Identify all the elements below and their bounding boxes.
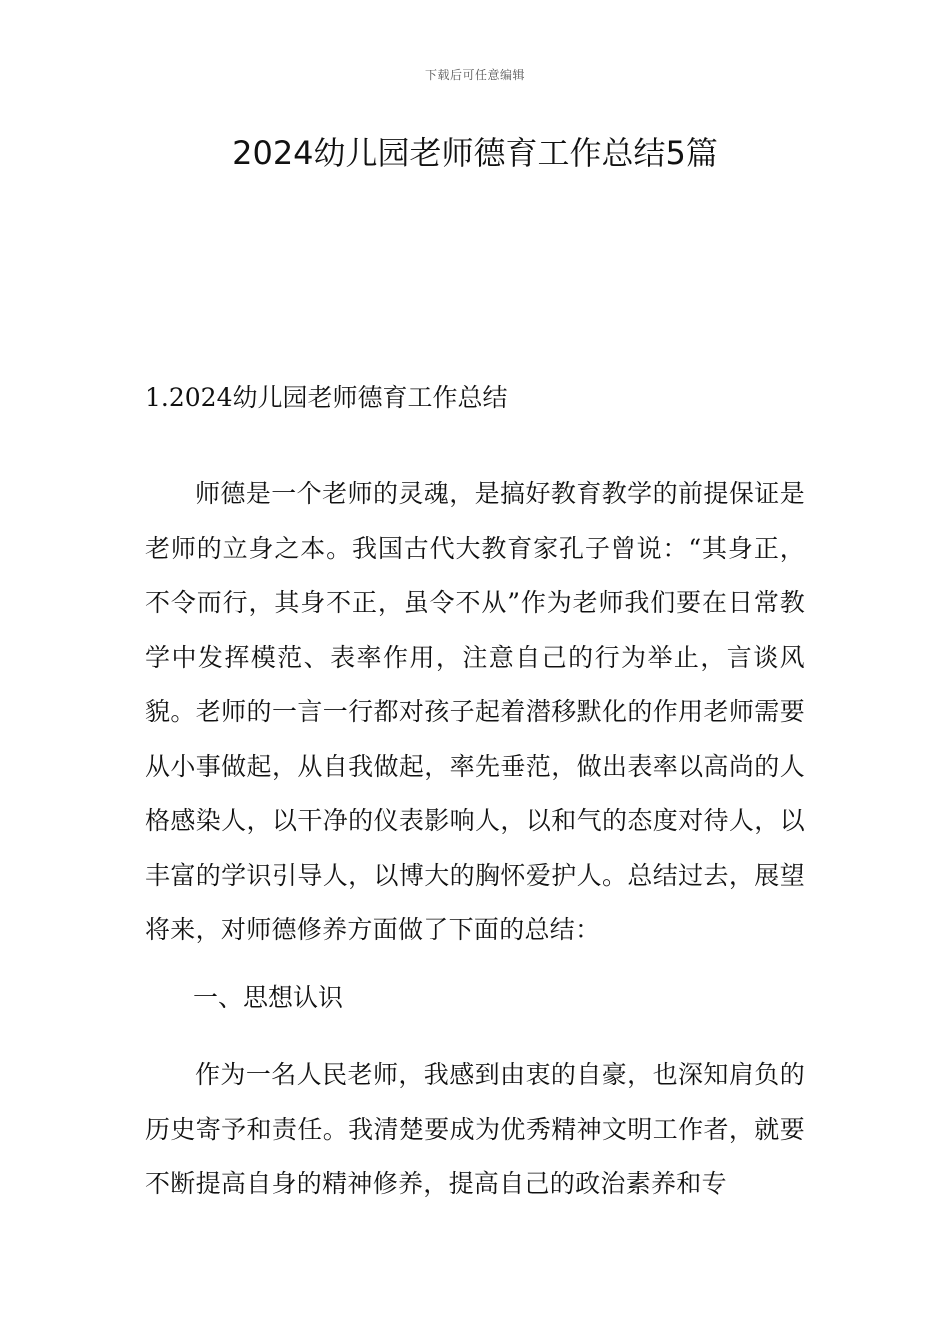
document-title: 2024幼儿园老师德育工作总结5篇 (232, 134, 718, 172)
paragraph-1-block (145, 467, 805, 958)
header-note: 下载后可任意编辑 (424, 68, 525, 82)
paragraph-2: 作为一名人民老师，我感到由衷的自豪，也深知肩负的历史寄予和责任。我清楚要成为优秀精神文明工作者，就要不断提高自身的精神修养，提高自己的政治素养和专 (145, 1060, 805, 1198)
section-1-heading: 1.2024幼儿园老师德育工作总结 (145, 383, 508, 412)
subheading-thought-awareness: 一、思想认识 (193, 983, 344, 1012)
paragraph-1: 师德是一个老师的灵魂，是搞好教育教学的前提保证是老师的立身之本。我国古代大教育家孔子曾说：“其身正，不令而行，其身不正，虽令不从”作为老师我们要在日常教学中发挥模范、表率作用，注意自己的行为举止，言谈风貌。老师的一言一行都对孩子起着潜移默化的作用老师需要从小事做起，从自我做起，率先垂范，做出表率以高尚的人格感染人，以干净的仪表影响人，以和气的态度对待人，以丰富的学识引导人，以博大的胸怀爱护人。总结过去，展望将来，对师德修养方面做了下面的总结： (145, 479, 805, 944)
paragraph-2-block (145, 1048, 805, 1212)
